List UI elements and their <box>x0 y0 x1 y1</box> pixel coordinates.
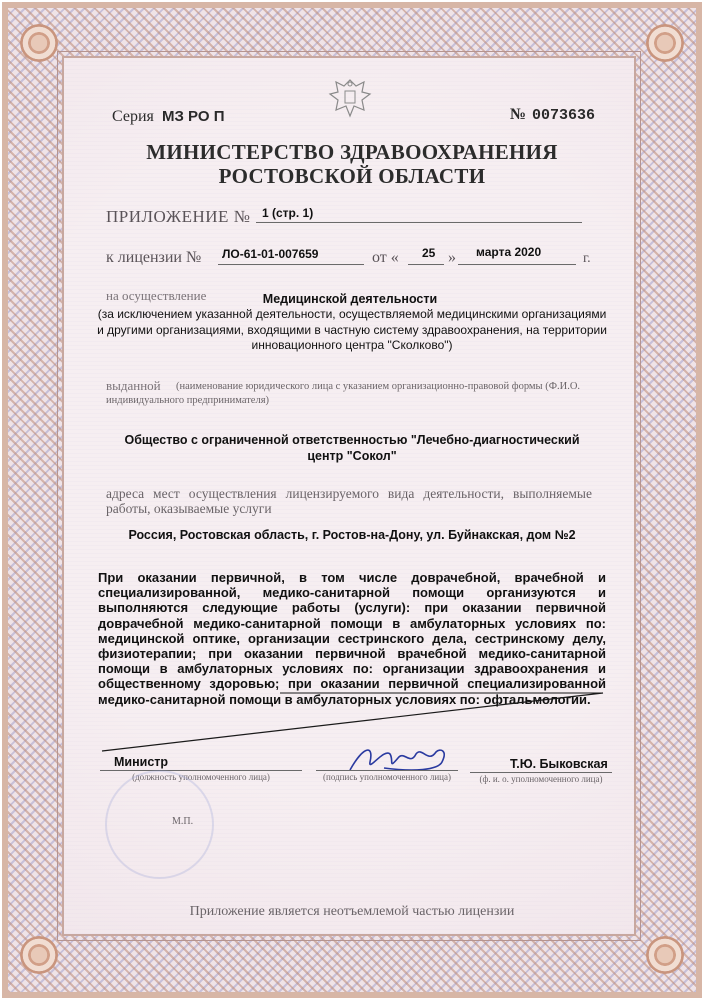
activity-description: (за исключением указанной деятельности, осуществляемой медицинскими организациями и другими организациями, входящими в частную систему здравоохранения, на территории инновационного центра "Сколково") <box>97 307 607 352</box>
issued-label: выданной <box>106 378 161 393</box>
signature-line <box>316 770 458 771</box>
works-services-text: При оказании первичной, в том числе доврачебной, врачебной и специализированной, медико-санитарной помощи организуются и выполняются следующие работы (услуги): при оказании первичной доврачебной медико-санитарной помощи в амбулаторных условиях по: медицинской оптике, организации сестринского дела, сестринскому делу, физиотерапии; при оказании первичной врачебной медико-санитарной помощи в амбулаторных условиях по: организации здравоохранения и общественному здоровью; при оказании первичной специализированной медико-санитарной помощи в амбулаторных условиях по: офтальмологии. <box>98 570 606 707</box>
position-line <box>100 770 302 771</box>
addresses-label: адреса мест осуществления лицензируемого вида деятельности, выполняемые работы, оказываемые услуги <box>106 486 592 516</box>
appendix-number: 1 (стр. 1) <box>262 206 314 220</box>
name-line <box>470 772 612 773</box>
ministry-title-line2: РОСТОВСКОЙ ОБЛАСТИ <box>218 164 486 188</box>
series-label: Серия <box>112 108 154 125</box>
appendix-label: ПРИЛОЖЕНИЕ № <box>106 207 251 226</box>
license-year-suffix: г. <box>583 251 591 266</box>
signer-position: Министр <box>114 755 169 769</box>
stamp-seal <box>105 770 214 879</box>
license-day-close: » <box>448 249 456 266</box>
serial-number: 0073636 <box>532 107 596 124</box>
activity-label: на осуществление <box>106 288 207 303</box>
activity-title: Медицинской деятельности <box>262 292 438 306</box>
ministry-title-line1: МИНИСТЕРСТВО ЗДРАВООХРАНЕНИЯ <box>146 140 558 164</box>
signature-caption: (подпись уполномоченного лица) <box>323 772 451 782</box>
footer-note: Приложение является неотъемлемой частью лицензии <box>189 904 515 919</box>
license-label: к лицензии № <box>106 249 202 266</box>
license-day: 25 <box>422 246 436 260</box>
signer-name: Т.Ю. Быковская <box>510 757 608 771</box>
position-caption: (должность уполномоченного лица) <box>132 772 270 782</box>
license-number: ЛО-61-01-007659 <box>222 247 319 261</box>
name-caption: (ф. и. о. уполномоченного лица) <box>479 774 603 784</box>
series-value: МЗ РО П <box>162 108 225 125</box>
stamp-place-label: М.П. <box>172 816 194 827</box>
license-date-from: от « <box>372 249 399 266</box>
number-label: № <box>510 106 527 123</box>
license-month-year: марта 2020 <box>476 245 542 259</box>
organization-name: Общество с ограниченной ответственностью "Лечебно-диагностический центр "Сокол" <box>124 433 580 463</box>
address-value: Россия, Ростовская область, г. Ростов-на-Дону, ул. Буйнакская, дом №2 <box>128 528 576 542</box>
issued-hint: (наименование юридического лица с указанием организационно-правовой формы (Ф.И.О. индивидуального предпринимателя) <box>106 381 581 406</box>
